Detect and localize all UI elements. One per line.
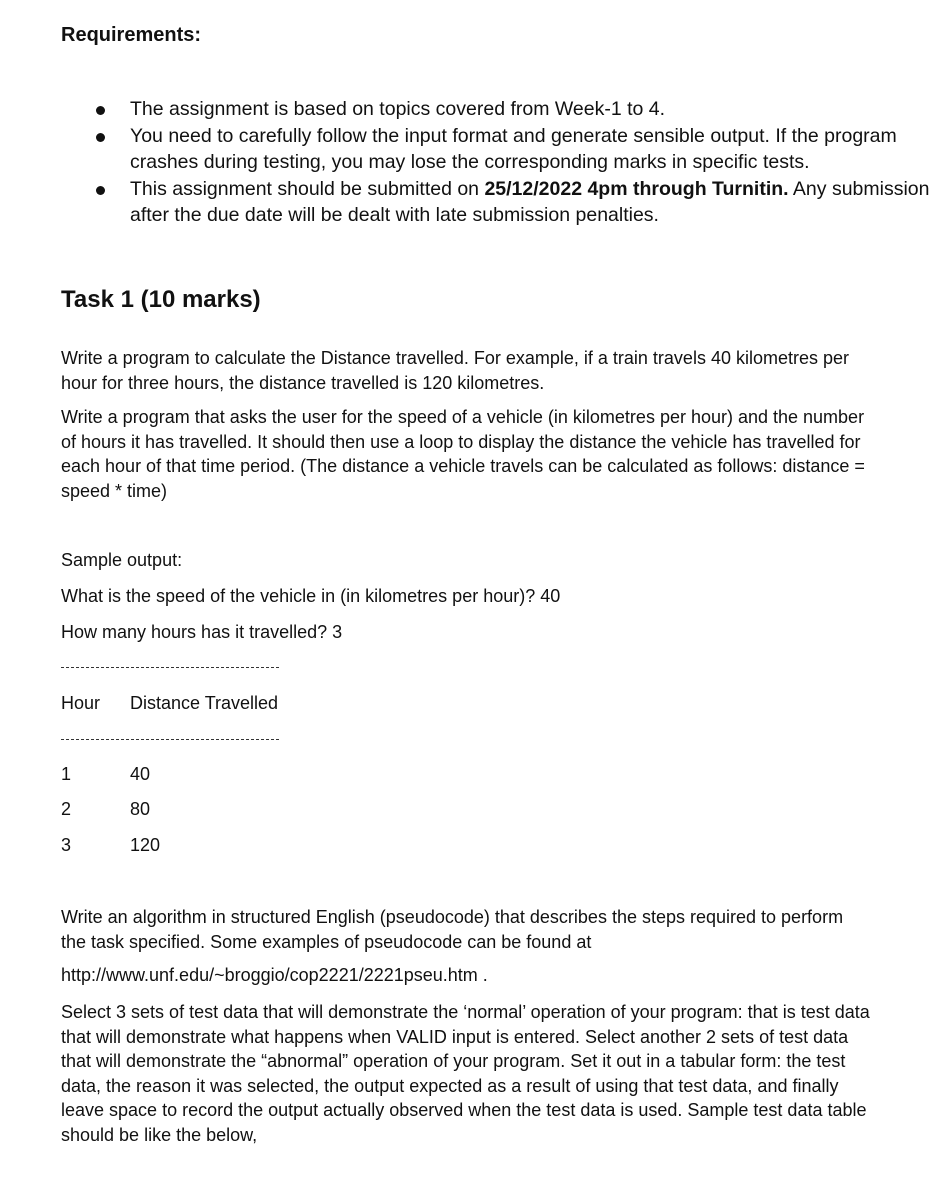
bullet-text: The assignment is based on topics covered from Week-1 to 4. bbox=[130, 98, 666, 120]
separator-top bbox=[61, 667, 279, 668]
list-item bbox=[60, 176, 940, 228]
sample-question-hours: How many hours has it travelled? 3 bbox=[61, 622, 343, 642]
bullet-icon bbox=[96, 106, 105, 115]
row-distance: 80 bbox=[130, 799, 151, 819]
list-item bbox=[60, 96, 940, 122]
task-paragraph-2: Write a program that asks the user for the speed of a vehicle (in kilometres per hour) and the number of hours it has travelled. It should then use a loop to display the distance the vehicle has travelled for each hour of that time period. (The distance a vehicle travels can be calculated as follows: distance = speed * time) bbox=[61, 407, 865, 501]
sample-output-label: Sample output: bbox=[61, 550, 183, 570]
list-item bbox=[60, 123, 940, 175]
due-date: 25/12/2022 4pm through Turnitin. bbox=[484, 178, 789, 200]
row-hour: 3 bbox=[61, 835, 72, 855]
bullet-text: You need to carefully follow the input format and generate sensible output. If the program crashes during testing, you may lose the corresponding marks in specific tests. bbox=[130, 125, 897, 173]
algorithm-paragraph: Write an algorithm in structured English (pseudocode) that describes the steps required to perform the task specified. Some examples of pseudocode can be found at bbox=[61, 907, 844, 952]
task-paragraph-1: Write a program to calculate the Distance travelled. For example, if a train travels 40 kilometres per hour for three hours, the distance travelled is 120 kilometres. bbox=[61, 348, 850, 393]
bullet-icon bbox=[96, 186, 105, 195]
sample-question-speed: What is the speed of the vehicle in (in kilometres per hour)? 40 bbox=[61, 586, 561, 606]
row-distance: 40 bbox=[130, 764, 151, 784]
row-distance: 120 bbox=[130, 835, 161, 855]
bullet-icon bbox=[96, 133, 105, 142]
row-hour: 2 bbox=[61, 799, 72, 819]
column-header-hour: Hour bbox=[61, 693, 101, 713]
row-hour: 1 bbox=[61, 764, 72, 784]
requirements-list bbox=[60, 96, 940, 228]
bullet-text-post: Any submission after the due date will be dealt with late submission penalties. bbox=[130, 178, 930, 226]
pseudocode-link: http://www.unf.edu/~broggio/cop2221/2221pseu.htm . bbox=[61, 965, 488, 985]
column-header-distance: Distance Travelled bbox=[130, 693, 279, 713]
task-heading: Task 1 (10 marks) bbox=[61, 286, 261, 313]
requirements-heading: Requirements: bbox=[61, 24, 202, 46]
bullet-text-pre: This assignment should be submitted on bbox=[130, 178, 485, 200]
separator-bottom bbox=[61, 739, 279, 740]
testdata-paragraph: Select 3 sets of test data that will demonstrate the ‘normal’ operation of your program: that is test data that will demonstrate what happens when VALID input is entered. Select another 2 sets of test data that will demonstrate the “abnormal” operation of your program. Set it out in a tabular form: the test data, the reason it was selected, the output expected as a result of using that test data, and finally leave space to record the output actually observed when the test data is used. Sample test data table should be like the below, bbox=[61, 1002, 870, 1145]
